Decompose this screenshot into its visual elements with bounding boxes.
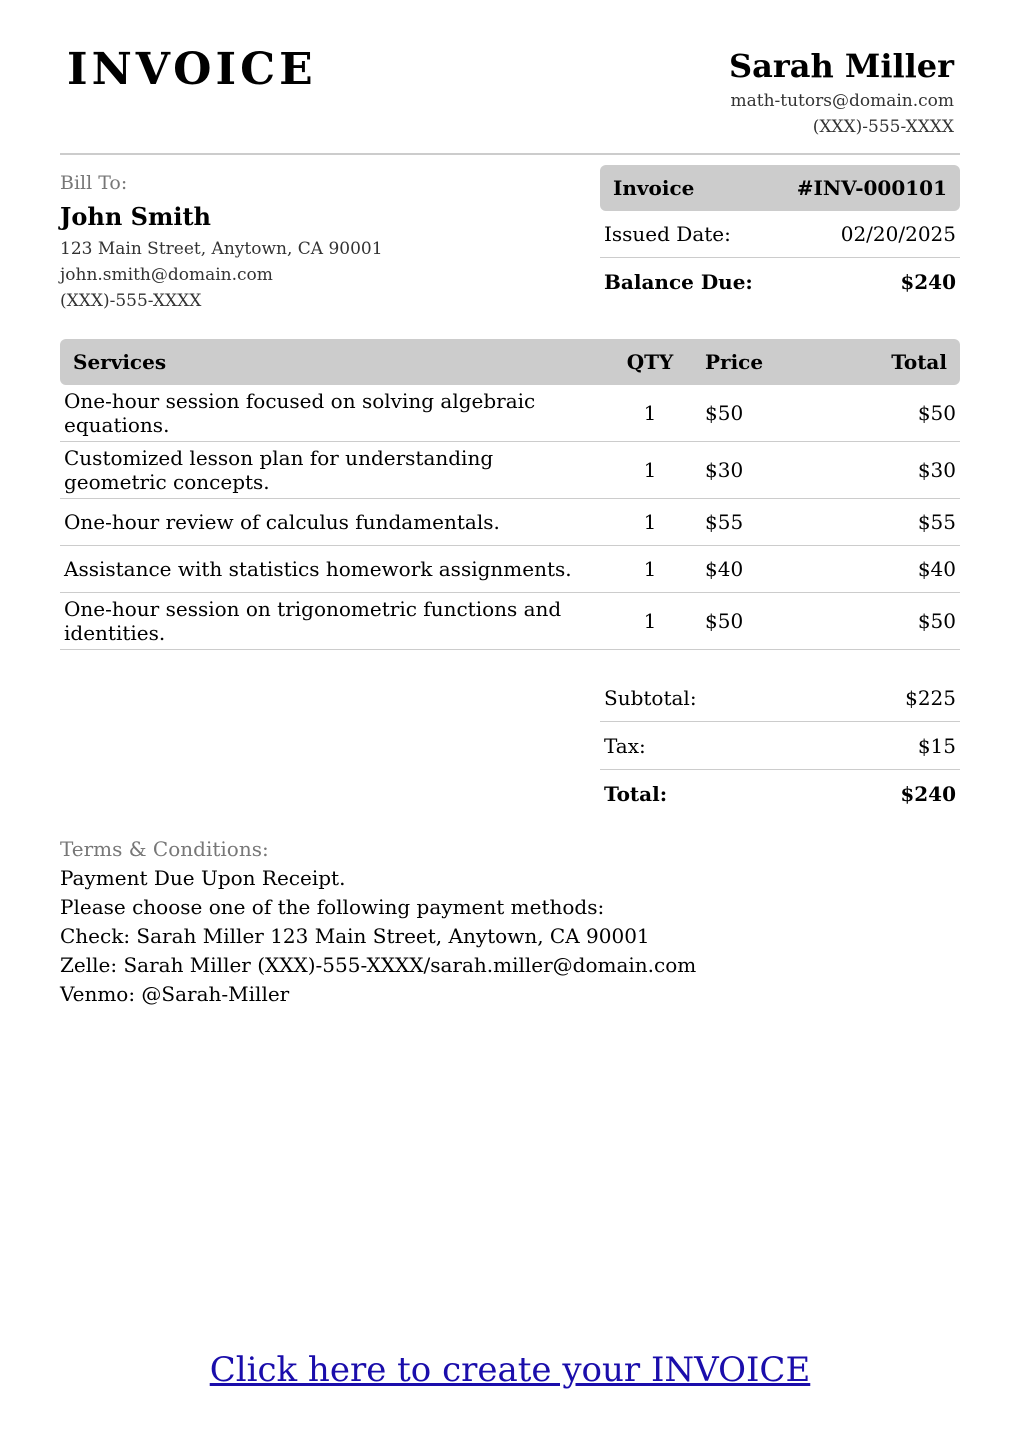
balance-due-label: Balance Due: — [604, 269, 753, 294]
totals-section — [600, 674, 960, 818]
client-email: john.smith@domain.com — [60, 265, 273, 285]
terms-line: Venmo: @Sarah-Miller — [60, 982, 290, 1006]
tax-row — [600, 722, 960, 770]
service-qty: 1 — [643, 458, 657, 482]
service-description: One-hour review of calculus fundamentals. — [64, 510, 500, 534]
subtotal-value: $225 — [905, 685, 956, 710]
invoice-number: #INV-000101 — [796, 176, 947, 200]
table-row — [60, 593, 960, 650]
table-row — [60, 546, 960, 593]
vendor-info — [729, 44, 954, 140]
client-phone: (XXX)-555-XXXX — [60, 291, 202, 311]
service-price: $40 — [705, 557, 744, 581]
tax-value: $15 — [917, 733, 956, 758]
header-services: Services — [73, 350, 167, 374]
invoice-title: INVOICE — [67, 44, 317, 95]
balance-due-row — [600, 258, 960, 305]
terms-line: Zelle: Sarah Miller (XXX)-555-XXXX/sarah.miller@domain.com — [60, 953, 697, 977]
terms-line: Payment Due Upon Receipt. — [60, 866, 346, 890]
client-name: John Smith — [60, 202, 211, 231]
service-qty: 1 — [643, 557, 657, 581]
services-table — [60, 339, 960, 650]
create-invoice-link[interactable]: Click here to create your INVOICE — [209, 1350, 811, 1390]
invoice-meta — [600, 165, 960, 305]
total-row — [600, 770, 960, 818]
services-table-header — [60, 339, 960, 385]
service-description: One-hour session focused on solving algebraic equations. — [64, 389, 536, 437]
service-total: $50 — [917, 401, 956, 425]
service-description: One-hour session on trigonometric functions and identities. — [64, 597, 562, 645]
tax-label: Tax: — [604, 733, 646, 758]
terms-label: Terms & Conditions: — [60, 837, 269, 861]
service-description: Assistance with statistics homework assignments. — [64, 557, 572, 581]
header-total: Total — [891, 350, 947, 374]
terms-section — [60, 834, 960, 1009]
table-row — [60, 499, 960, 546]
header-price: Price — [705, 350, 764, 374]
total-label: Total: — [604, 782, 668, 806]
table-row — [60, 385, 960, 442]
issued-date-value: 02/20/2025 — [840, 222, 956, 246]
service-price: $50 — [705, 609, 744, 633]
invoice-number-header — [600, 165, 960, 211]
client-address: 123 Main Street, Anytown, CA 90001 — [60, 239, 383, 259]
header-qty: QTY — [626, 350, 674, 374]
terms-line: Please choose one of the following payment methods: — [60, 895, 605, 919]
vendor-email: math-tutors@domain.com — [730, 91, 954, 111]
service-total: $40 — [917, 557, 956, 581]
vendor-phone: (XXX)-555-XXXX — [812, 117, 954, 137]
bill-to-section — [60, 170, 580, 314]
vendor-name: Sarah Miller — [729, 47, 954, 85]
subtotal-label: Subtotal: — [604, 685, 697, 710]
service-total: $55 — [917, 510, 956, 534]
issued-date-label: Issued Date: — [604, 222, 731, 246]
service-qty: 1 — [643, 609, 657, 633]
invoice-label: Invoice — [613, 176, 695, 200]
terms-line: Check: Sarah Miller 123 Main Street, Anytown, CA 90001 — [60, 924, 650, 948]
service-price: $30 — [705, 458, 744, 482]
bill-to-label: Bill To: — [60, 172, 128, 194]
service-price: $50 — [705, 401, 744, 425]
cta-container — [0, 1350, 1020, 1390]
table-row — [60, 442, 960, 499]
service-price: $55 — [705, 510, 744, 534]
header-divider — [60, 153, 960, 155]
balance-due-value: $240 — [900, 269, 956, 294]
service-total: $30 — [917, 458, 956, 482]
service-description: Customized lesson plan for understanding geometric concepts. — [64, 446, 494, 494]
issued-date-row — [600, 211, 960, 258]
service-total: $50 — [917, 609, 956, 633]
total-value: $240 — [900, 782, 956, 806]
subtotal-row — [600, 674, 960, 722]
service-qty: 1 — [643, 510, 657, 534]
service-qty: 1 — [643, 401, 657, 425]
